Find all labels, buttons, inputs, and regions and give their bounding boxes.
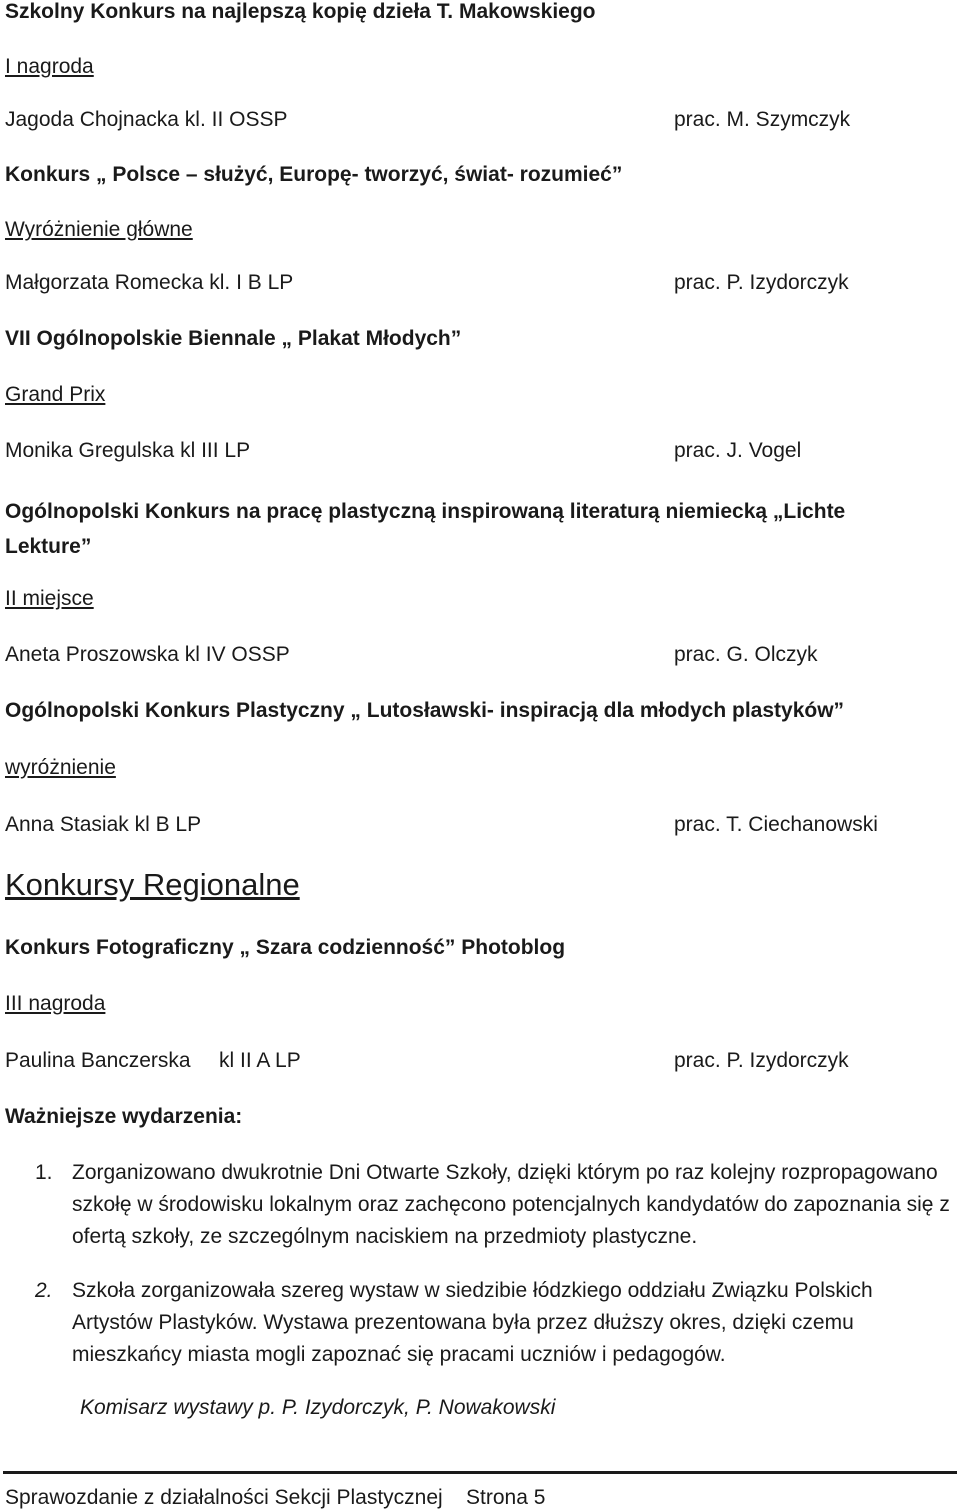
student-class: kl II A LP — [219, 1049, 301, 1072]
section-title: Szkolny Konkurs na najlepszą kopię dzieła T. Makowskiego — [5, 0, 596, 23]
student-name: Jagoda Chojnacka kl. II OSSP — [5, 108, 288, 131]
teacher-name: prac. P. Izydorczyk — [674, 1049, 849, 1072]
teacher-name: prac. P. Izydorczyk — [674, 271, 849, 294]
student-name: Monika Gregulska kl III LP — [5, 439, 251, 462]
award-label: III nagroda — [5, 992, 106, 1015]
section-title: Ogólnopolski Konkurs na pracę plastyczną inspirowaną literaturą niemiecką „Lichte Lekture” — [5, 500, 846, 558]
list-item: Zorganizowano dwukrotnie Dni Otwarte Szkoły, dzięki którym po raz kolejny rozpropagowano szkołę w środowisku lokalnym oraz zachęcono potencjalnych kandydatów do zapoznania się z ofertą szkoły, ze szczególnym naciskiem na przedmioty plastyczne. — [72, 1161, 950, 1248]
commissioner-note: Komisarz wystawy p. P. Izydorczyk, P. Nowakowski — [80, 1396, 556, 1419]
student-name: Anna Stasiak kl B LP — [5, 813, 202, 836]
award-label: wyróżnienie — [5, 756, 116, 779]
student-name: Aneta Proszowska kl IV OSSP — [5, 643, 290, 666]
page-footer: Sprawozdanie z działalności Sekcji Plastycznej Strona 5 — [5, 1486, 546, 1509]
section-title: VII Ogólnopolskie Biennale „ Plakat Młodych” — [5, 327, 462, 350]
teacher-name: prac. J. Vogel — [674, 439, 802, 462]
events-heading: Ważniejsze wydarzenia: — [5, 1105, 243, 1128]
award-label: Grand Prix — [5, 383, 106, 406]
regional-heading: Konkursy Regionalne — [5, 867, 300, 902]
teacher-name: prac. T. Ciechanowski — [674, 813, 878, 836]
award-label: Wyróżnienie główne — [5, 218, 193, 241]
section-title: Konkurs „ Polsce – służyć, Europę- tworzyć, świat- rozumieć” — [5, 163, 623, 186]
award-label: II miejsce — [5, 587, 94, 610]
section-title: Konkurs Fotograficzny „ Szara codzienność” Photoblog — [5, 936, 566, 959]
student-name: Paulina Banczerska — [5, 1049, 191, 1072]
teacher-name: prac. G. Olczyk — [674, 643, 818, 666]
list-number: 2. — [35, 1279, 53, 1302]
section-title: Ogólnopolski Konkurs Plastyczny „ Lutosławski- inspiracją dla młodych plastyków” — [5, 699, 845, 722]
teacher-name: prac. M. Szymczyk — [674, 108, 851, 131]
award-label: I nagroda — [5, 55, 94, 78]
list-number: 1. — [35, 1161, 53, 1184]
student-name: Małgorzata Romecka kl. I B LP — [5, 271, 294, 294]
footer-rule — [3, 1471, 957, 1474]
list-item: Szkoła zorganizowała szereg wystaw w siedzibie łódzkiego oddziału Związku Polskich Artystów Plastyków. Wystawa prezentowana była przez dłuższy okres, dzięki czemu mieszkańcy miasta mogli zapoznać się pracami uczniów i pedagogów. — [72, 1279, 873, 1366]
